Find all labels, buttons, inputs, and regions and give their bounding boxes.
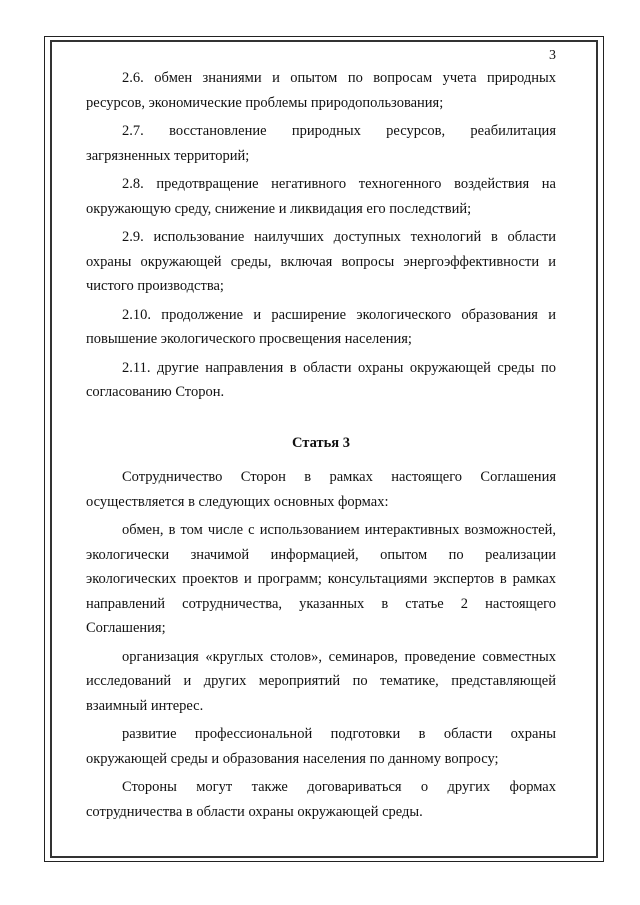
article-paragraph: развитие профессиональной подготовки в области охраны окружающей среды и образования населения по данному вопросу; (86, 726, 556, 767)
list-item: 2.11. другие направления в области охраны окружающей среды по согласованию Сторон. (86, 359, 556, 400)
article-paragraph: Сотрудничество Сторон в рамках настоящего Соглашения осуществляется в следующих основных формах: (86, 469, 556, 510)
article-3-body (86, 465, 556, 824)
page-number: 3 (549, 48, 556, 63)
list-item: 2.6. обмен знаниями и опытом по вопросам учета природных ресурсов, экономические проблемы природопользования; (86, 70, 556, 111)
article-2-list (86, 66, 556, 405)
article-paragraph: обмен, в том числе с использованием интерактивных возможностей, экологически значимой информацией, опытом по реализации экологических проектов и программ; консультациями экспертов в рамках направлений сотрудничества, указанных в статье 2 настоящего Соглашения; (86, 522, 556, 636)
list-item: 2.7. восстановление природных ресурсов, реабилитация загрязненных территорий; (86, 123, 556, 164)
document-body (86, 66, 556, 828)
list-item: 2.9. использование наилучших доступных технологий в области охраны окружающей среды, включая вопросы энергоэффективности и чистого производства; (86, 229, 556, 294)
list-item: 2.8. предотвращение негативного техногенного воздействия на окружающую среду, снижение и ликвидация его последствий; (86, 176, 556, 217)
list-item: 2.10. продолжение и расширение экологического образования и повышение экологического просвещения населения; (86, 306, 556, 347)
article-paragraph: Стороны могут также договариваться о других формах сотрудничества в области охраны окружающей среды. (86, 779, 556, 820)
article-heading: Статья 3 (292, 434, 350, 451)
article-paragraph: организация «круглых столов», семинаров, проведение совместных исследований и других мероприятий по тематике, представляющей взаимный интерес. (86, 648, 556, 714)
